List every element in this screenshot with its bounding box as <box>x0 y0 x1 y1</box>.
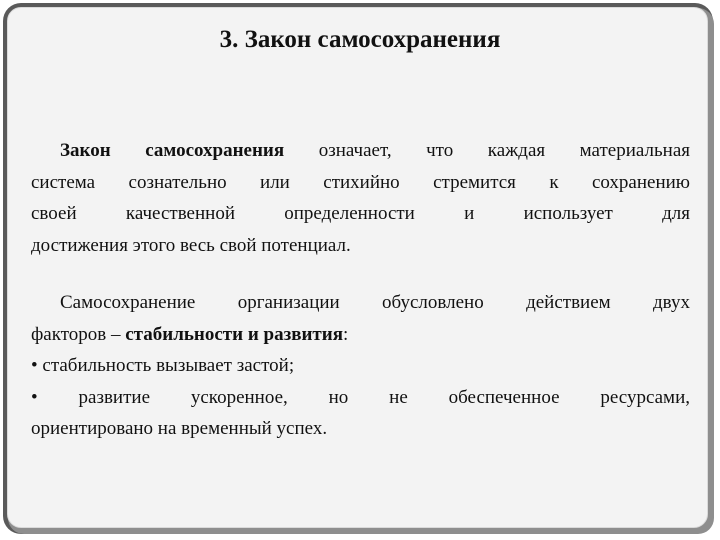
bullet-stability: • стабильность вызывает застой; <box>31 355 295 376</box>
paragraph2-line1: Самосохранение организации обусловлено действием двух <box>60 292 690 313</box>
paragraph1-line2: система сознательно или стихийно стремится к сохранению <box>31 171 690 193</box>
bullet-development-continued: ориентировано на временный успех. <box>31 418 328 439</box>
paragraph-factors <box>31 287 690 445</box>
paragraph1-line4: достижения этого весь свой потенциал. <box>31 234 351 256</box>
paragraph-law-definition <box>31 135 690 261</box>
law-term: Закон самосохранения <box>60 140 285 161</box>
paragraph2-line2: факторов – стабильности и развития: <box>31 323 349 345</box>
bullet-development: • развитие ускоренное, но не обеспеченное ресурсами, <box>31 386 690 408</box>
paragraph1-line3: своей качественной определенности и использует для <box>31 203 690 224</box>
factors-term: стабильности и развития <box>125 323 343 345</box>
paragraph1-line1: Закон самосохранения означает, что каждая материальная <box>60 140 690 161</box>
slide-title: 3. Закон самосохранения <box>219 26 501 53</box>
slide-panel <box>7 7 708 528</box>
